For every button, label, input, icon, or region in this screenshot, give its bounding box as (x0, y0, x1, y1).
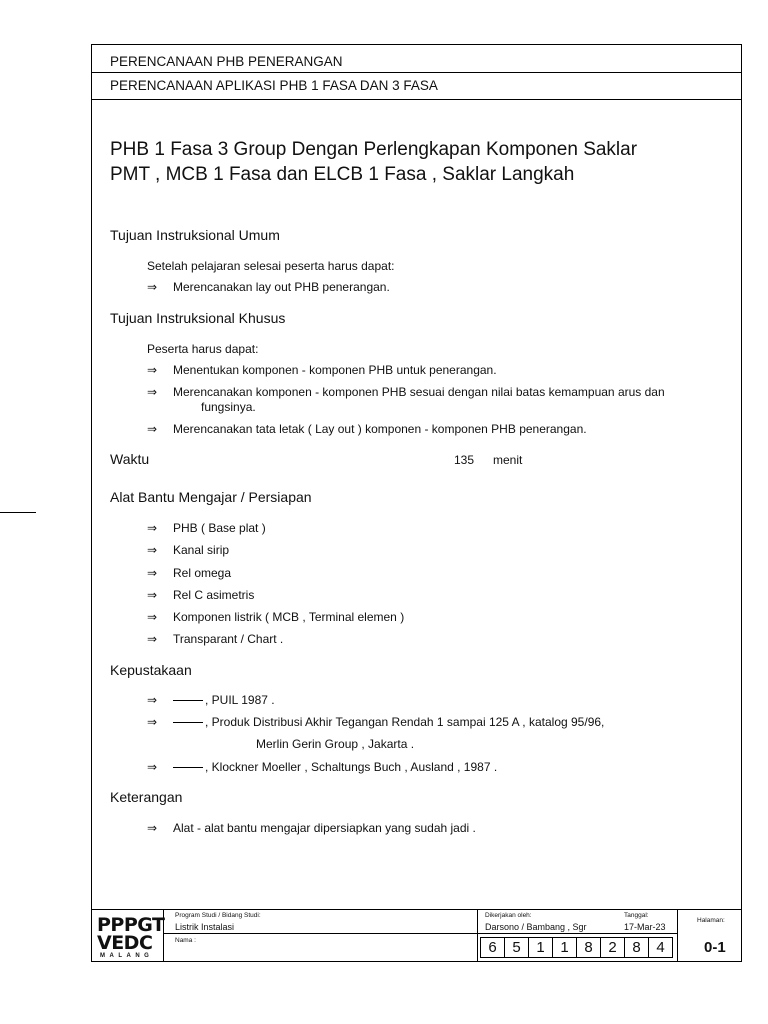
document-code (480, 937, 673, 958)
arrow-icon: ⇒ (147, 715, 158, 729)
nama-label: Nama : (175, 937, 196, 944)
footer-divider (677, 909, 678, 962)
arrow-icon: ⇒ (147, 566, 158, 580)
code-digit: 5 (505, 938, 529, 957)
code-digit: 1 (529, 938, 553, 957)
tanggal-value: 17-Mar-23 (624, 922, 666, 932)
margin-mark (0, 512, 36, 513)
tik-intro: Peserta harus dapat: (147, 342, 259, 356)
author-dash (173, 700, 203, 701)
list-item: ⇒ Transparant / Chart . (147, 632, 284, 646)
header-divider (91, 99, 742, 100)
list-item: ⇒ Rel C asimetris (147, 588, 255, 602)
section-heading-alat: Alat Bantu Mengajar / Persiapan (110, 489, 312, 505)
dikerjakan-label: Dikerjakan oleh: (485, 912, 532, 919)
code-digit: 4 (656, 939, 665, 956)
list-item: ⇒ Alat - alat bantu mengajar dipersiapkan yang sudah jadi . (147, 821, 476, 835)
program-label: Program Studi / Bidang Studi: (175, 912, 261, 919)
section-heading-keterangan: Keterangan (110, 789, 183, 805)
arrow-icon: ⇒ (147, 543, 158, 557)
list-item: ⇒ Menentukan komponen - komponen PHB untuk penerangan. (147, 363, 497, 377)
waktu-label: Waktu (110, 451, 150, 467)
section-heading-tiu: Tujuan Instruksional Umum (110, 227, 280, 243)
code-digit: 8 (577, 938, 601, 957)
list-item: ⇒ Kanal sirip (147, 543, 230, 557)
arrow-icon: ⇒ (147, 821, 158, 835)
dikerjakan-value: Darsono / Bambang , Sgr (485, 922, 587, 932)
author-dash (173, 767, 203, 768)
header-line-2: PERENCANAAN APLIKASI PHB 1 FASA DAN 3 FASA (110, 78, 438, 93)
arrow-icon: ⇒ (147, 385, 158, 399)
header-divider (91, 72, 742, 73)
list-item: ⇒ Rel omega (147, 566, 232, 580)
section-heading-tik: Tujuan Instruksional Khusus (110, 310, 286, 326)
arrow-icon: ⇒ (147, 363, 158, 377)
arrow-icon: ⇒ (147, 588, 158, 602)
footer-divider (477, 909, 478, 962)
page-number: 0-1 (704, 939, 726, 956)
waktu-unit: menit (493, 453, 523, 467)
arrow-icon: ⇒ (147, 280, 158, 294)
arrow-icon: ⇒ (147, 760, 158, 774)
code-digit: 2 (601, 938, 625, 957)
list-item: ⇒ , Produk Distribusi Akhir Tegangan Rendah 1 sampai 125 A , katalog 95/96, (147, 715, 605, 729)
list-item: ⇒ , PUIL 1987 . (147, 693, 275, 707)
program-value: Listrik Instalasi (175, 922, 235, 932)
tiu-intro: Setelah pelajaran selesai peserta harus dapat: (147, 259, 395, 273)
list-item: ⇒ Merencanakan komponen - komponen PHB sesuai dengan nilai batas kemampuan arus dan fungsinya. (147, 385, 665, 414)
list-item: ⇒ Komponen listrik ( MCB , Terminal elemen ) (147, 610, 405, 624)
arrow-icon: ⇒ (147, 422, 158, 436)
logo: MALANG (100, 953, 154, 959)
waktu-value: 135 (454, 453, 475, 467)
author-dash (173, 722, 203, 723)
arrow-icon: ⇒ (147, 693, 158, 707)
document-title (110, 137, 730, 187)
logo: VEDC (97, 932, 153, 954)
halaman-label: Halaman: (697, 917, 725, 924)
title-line-2: PMT , MCB 1 Fasa dan ELCB 1 Fasa , Saklar Langkah (110, 164, 575, 185)
section-heading-kepustakaan: Kepustakaan (110, 662, 192, 678)
list-item: ⇒ Merencanakan tata letak ( Lay out ) komponen - komponen PHB penerangan. (147, 422, 587, 436)
arrow-icon: ⇒ (147, 521, 158, 535)
code-digit: 1 (553, 938, 577, 957)
logo: PPPGT (97, 914, 165, 936)
code-digit: 8 (625, 938, 649, 957)
arrow-icon: ⇒ (147, 632, 158, 646)
list-item-continuation: Merlin Gerin Group , Jakarta . (256, 737, 415, 751)
arrow-icon: ⇒ (147, 610, 158, 624)
title-line-1: PHB 1 Fasa 3 Group Dengan Perlengkapan Komponen Saklar (110, 139, 638, 160)
footer-divider (91, 909, 742, 910)
header-line-1: PERENCANAAN PHB PENERANGAN (110, 54, 343, 69)
tanggal-label: Tanggal: (624, 912, 649, 919)
list-item: ⇒ , Klockner Moeller , Schaltungs Buch , Ausland , 1987 . (147, 760, 498, 774)
code-digit: 6 (481, 938, 505, 957)
list-item: ⇒ PHB ( Base plat ) (147, 521, 266, 535)
list-item: ⇒ Merencanakan lay out PHB penerangan. (147, 280, 390, 294)
footer-divider (163, 933, 677, 934)
